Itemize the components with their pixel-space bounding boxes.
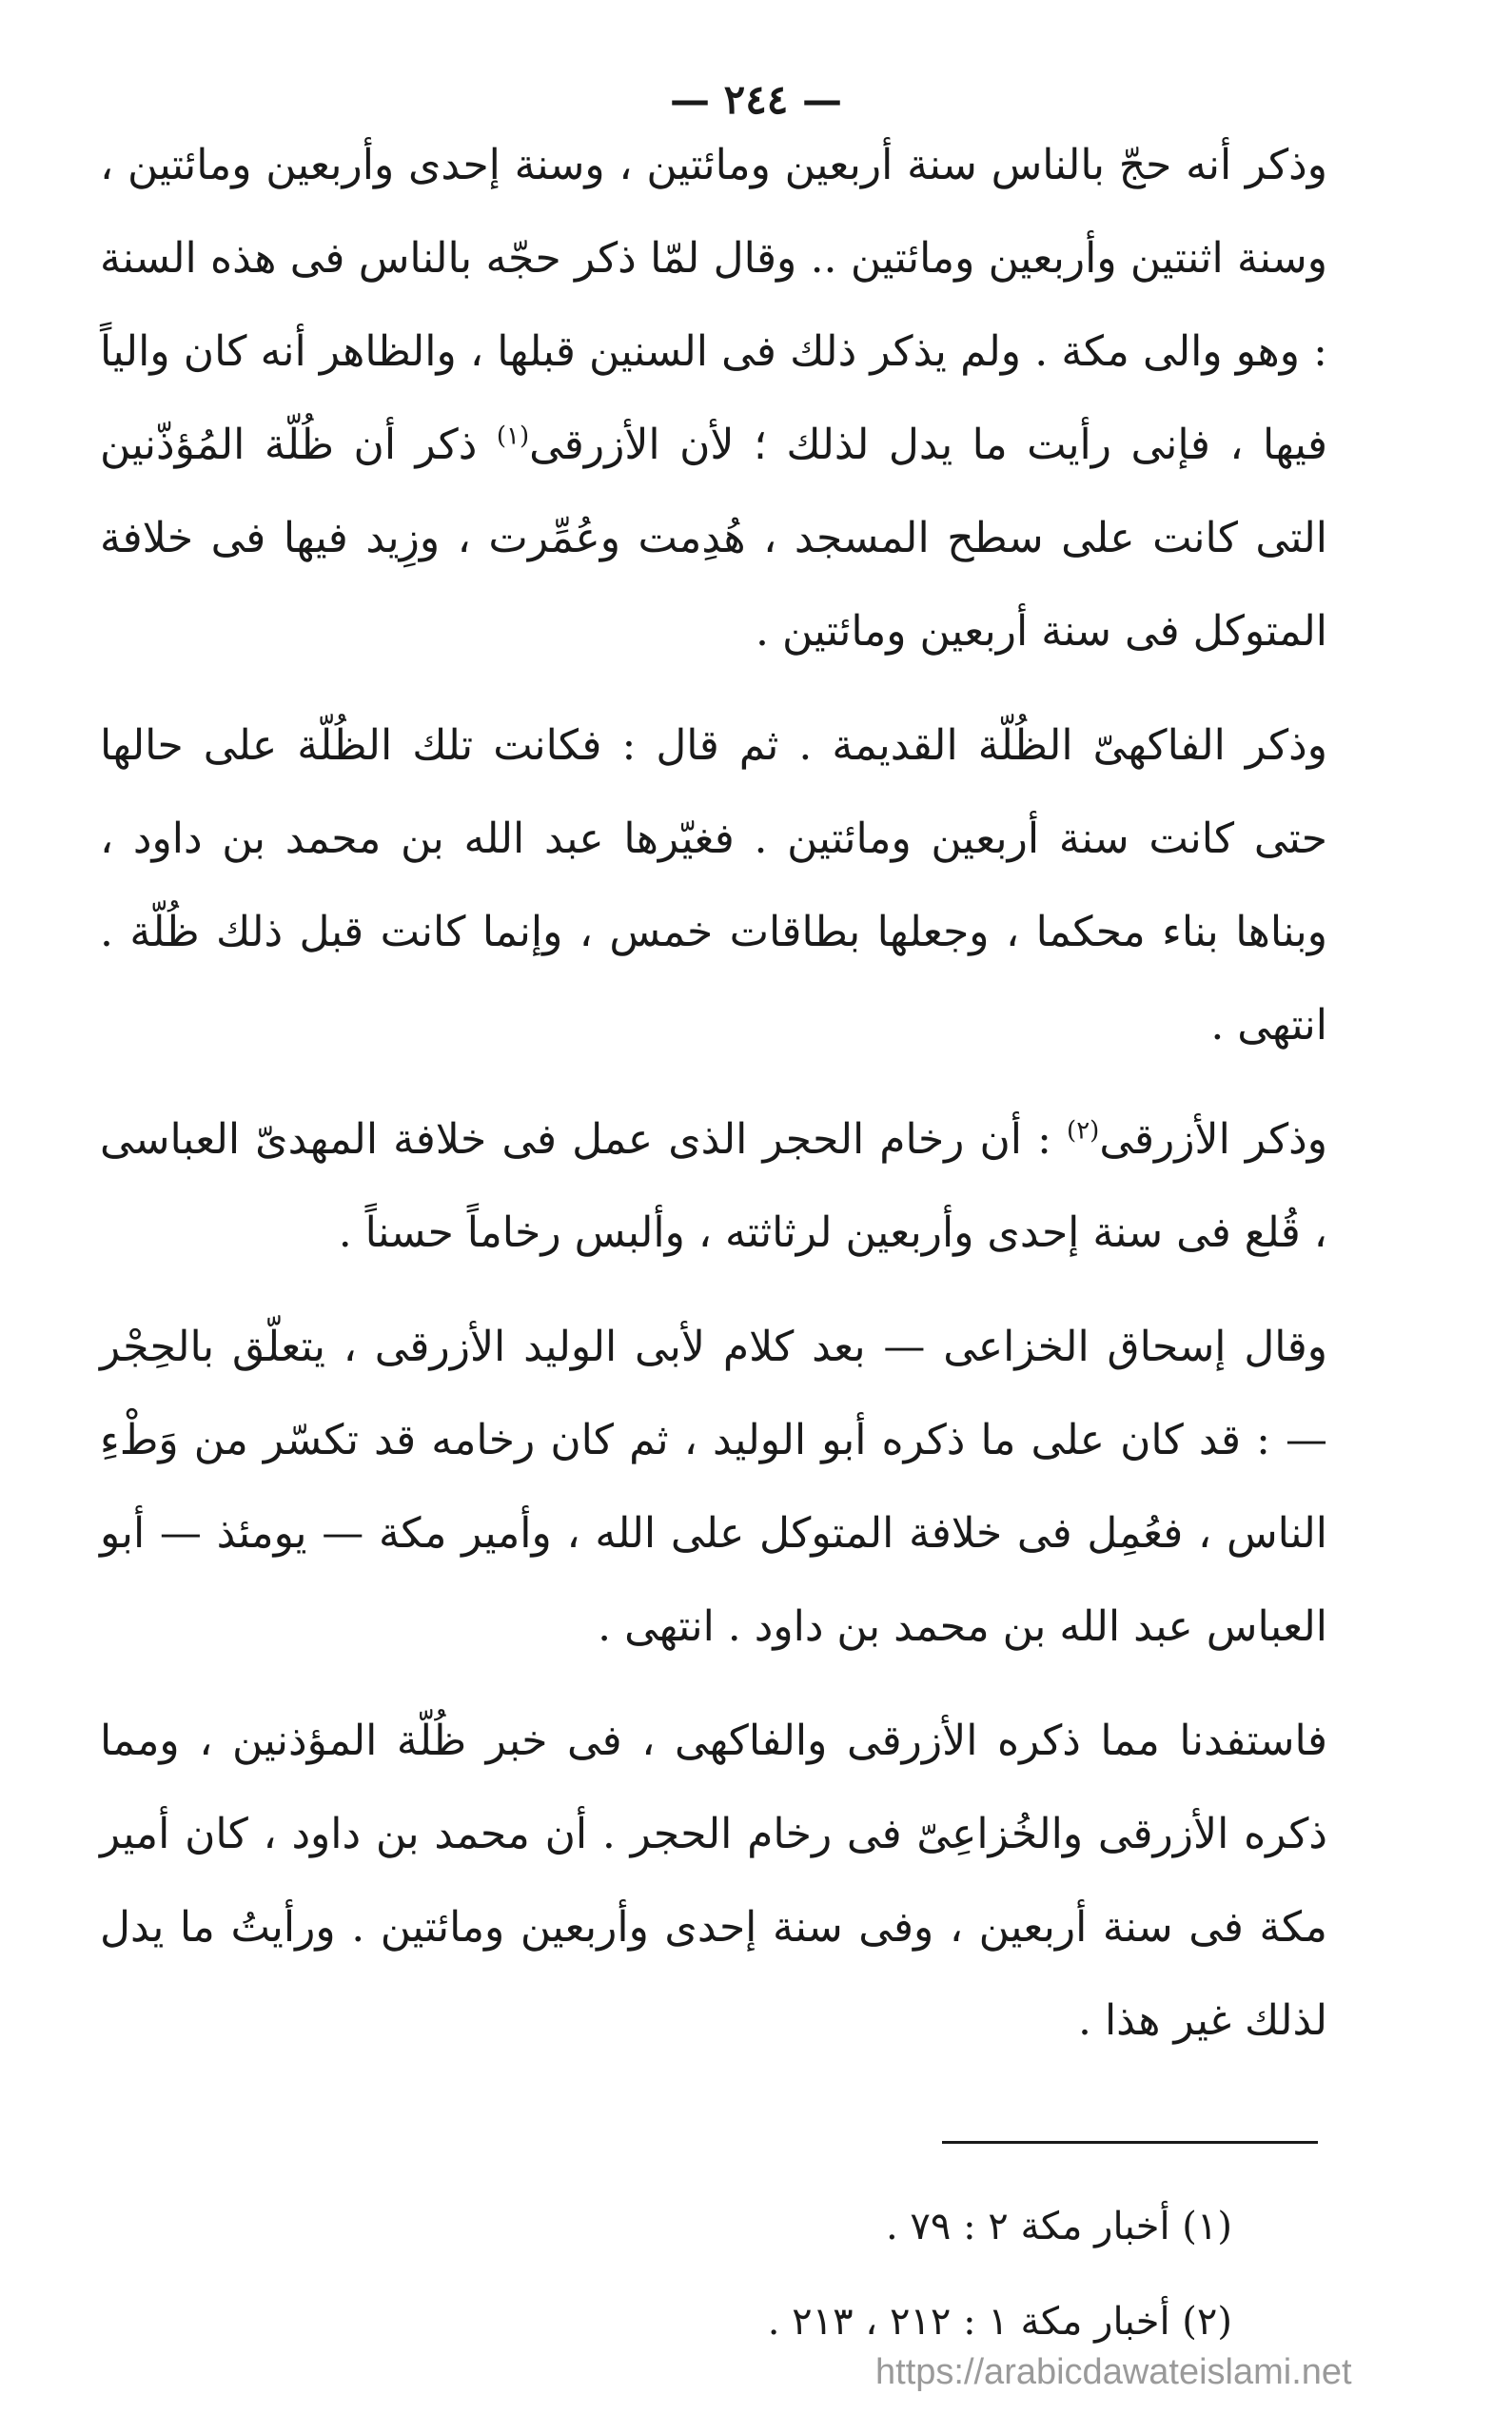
paragraph-5: فاستفدنا مما ذكره الأزرقى والفاكهى ، فى خبر ظُلّة المؤذنين ، ومما ذكره الأزرقى والخُزاعِىّ فى رخام الحجر . أن محمد بن داود ، كان أمير مكة فى سنة أربعين ، وفى سنة إحدى وأربعين ومائتين . ورأيتُ ما يدل لذلك غير هذا .	[100, 1717, 1327, 2045]
paragraph-3	[100, 1093, 1327, 1280]
paragraph-text: : أن رخام الحجر الذى عمل فى خلافة المهدىّ العباسى ، قُلع فى سنة إحدى وأربعين لرثاثته ، وألبس رخاماً حسناً .	[100, 1115, 1327, 1257]
paragraph-1	[100, 119, 1327, 678]
paragraph-text: وذكر الأزرقى	[1099, 1115, 1327, 1164]
footnote-ref-1[interactable]: (١)	[496, 422, 530, 451]
footnote-2: (٢) أخبار مكة ١ : ٢١٢ ، ٢١٣ .	[767, 2300, 1232, 2344]
watermark-url: https://arabicdawateislami.net	[875, 2352, 1352, 2392]
footnote-ref-2[interactable]: (٢)	[1067, 1116, 1100, 1146]
paragraph-text: ذكر أن ظُلّة المُؤذّنين التى كانت على سطح المسجد ، هُدِمت وعُمِّرت ، وزِيد فيها فى خلافة المتوكل فى سنة أربعين ومائتين .	[100, 421, 1327, 656]
paragraph-text: وذكر أنه حجّ بالناس سنة أربعين ومائتين ، وسنة إحدى وأربعين ومائتين ، وسنة اثنتين وأربعين ومائتين .. وقال لمّا ذكر حجّه بالناس فى هذه السنة : وهو والى مكة . ولم يذكر ذلك فى السنين قبلها ، والظاهر أنه كان والياً فيها ، فإنى رأيت ما يدل لذلك ؛ لأن الأزرقى	[100, 141, 1327, 469]
page-number: — ٢٤٤ —	[670, 76, 842, 123]
paragraph-4: وقال إسحاق الخزاعى — بعد كلام لأبى الوليد الأزرقى ، يتعلّق بالحِجْر — : قد كان على ما ذكره أبو الوليد ، ثم كان رخامه قد تكسّر من وَطْءِ الناس ، فعُمِل فى خلافة المتوكل على الله ، وأمير مكة — يومئذ — أبو العباس عبد الله بن محمد بن داود . انتهى .	[100, 1323, 1327, 1651]
footnote-1: (١) أخبار مكة ٢ : ٧٩ .	[885, 2205, 1232, 2248]
footnotes	[100, 2179, 1232, 2369]
footnote-divider	[942, 2141, 1318, 2144]
main-text	[100, 119, 1327, 2089]
paragraph-2: وذكر الفاكهىّ الظُلّة القديمة . ثم قال : فكانت تلك الظُلّة على حالها حتى كانت سنة أربعين ومائتين . فغيّرها عبد الله بن محمد بن داود ، وبناها بناء محكما ، وجعلها بطاقات خمس ، وإنما كانت قبل ذلك ظُلّة . انتهى .	[100, 721, 1327, 1050]
